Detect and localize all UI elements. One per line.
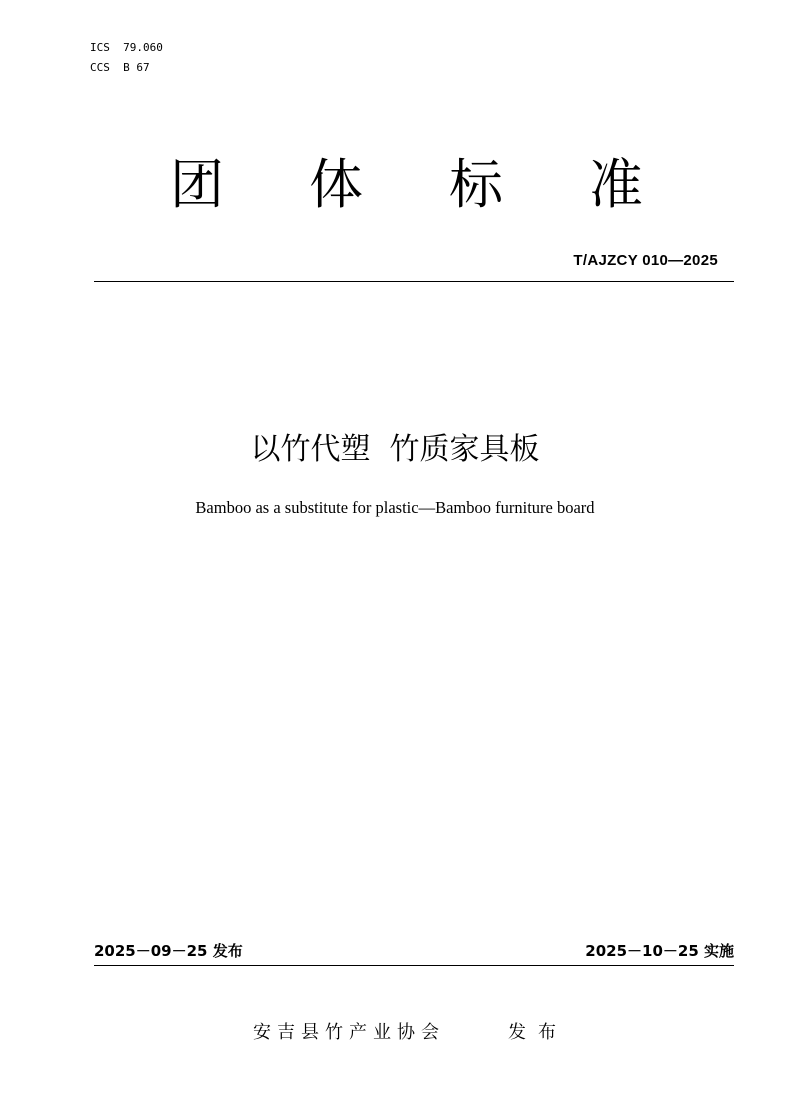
title-char-2: 体 <box>309 153 363 216</box>
publish-label: 发布 <box>508 1022 568 1043</box>
ics-code: ICS 79.060 <box>90 41 163 54</box>
header-divider <box>94 281 734 282</box>
english-title: Bamboo as a substitute for plastic—Bamboo furniture board <box>195 498 595 517</box>
implement-date: 2025－10－25 实施 <box>585 942 734 960</box>
chinese-title: 以竹代塑 竹质家具板 <box>250 432 540 467</box>
title-char-1: 团 <box>170 153 224 216</box>
title-char-3: 标 <box>449 153 503 216</box>
title-char-4: 准 <box>589 153 643 216</box>
document-type-title <box>0 150 790 230</box>
publisher-name: 安吉县竹产业协会 <box>253 1022 445 1043</box>
publish-date: 2025－09－25 发布 <box>94 942 243 960</box>
classification-codes <box>90 38 163 78</box>
standard-number: T/AJZCY 010—2025 <box>573 252 718 269</box>
footer-divider <box>94 965 734 966</box>
ccs-code: CCS B 67 <box>90 61 150 74</box>
